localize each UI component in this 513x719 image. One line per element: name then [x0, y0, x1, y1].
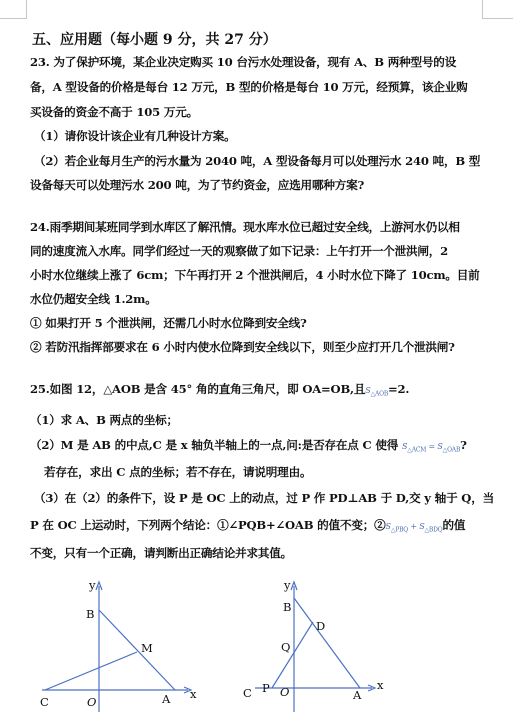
formula-s-bdq-sub: △BDQ	[424, 526, 443, 534]
q24-line-6: ② 若防汛指挥部要求在 6 小时内使水位降到安全线以下，则至少应打开几个泄洪闸?	[30, 340, 455, 354]
formula-s-acm-sub: △ACM	[407, 446, 427, 454]
fig2-label-o: O	[280, 685, 290, 699]
formula-s-pbq-sub: △PBQ	[390, 526, 408, 534]
q23-line-3: 买设备的资金不高于 105 万元。	[30, 105, 198, 119]
formula-s-oab-main: S	[437, 442, 443, 451]
q25-line-4: 若存在，求出 C 点的坐标；若不存在，请说明理由。	[44, 465, 312, 479]
fig2-label-a: A	[353, 688, 362, 702]
fig1-label-x: x	[190, 687, 197, 701]
q23-line-6: 设备每天可以处理污水 200 吨，为了节约资金，应选用哪种方案?	[30, 178, 365, 192]
section-title: 五、应用题（每小题 9 分，共 27 分）	[32, 32, 277, 48]
q24-line-3: 小时水位继续上涨了 6cm；下午再打开 2 个泄洪闸后，4 小时水位下降了 10cm。目前	[30, 268, 480, 282]
fig1-label-m: M	[141, 641, 153, 655]
q24-line-1: 24.雨季期间某班同学到水库区了解汛情。现水库水位已超过安全线，上游河水仍以相	[30, 220, 460, 234]
fig2-label-q: Q	[281, 640, 291, 654]
q25-line-6-end: 的值	[442, 518, 466, 532]
formula-s-bdq-main: S	[419, 522, 425, 531]
fig1-segment-ab	[99, 610, 175, 690]
q24-line-5: ① 如果打开 5 个泄洪闸，还需几小时水位降到安全线?	[30, 316, 307, 330]
formula-eq: =	[426, 442, 438, 451]
q25-line-3-end: ?	[460, 438, 467, 452]
q25-line-1-end: =2.	[388, 382, 410, 396]
fig2-label-x: x	[377, 678, 384, 692]
q24-line-2: 同的速度流入水库。同学们经过一天的观察做了如下记录：上午打开一个泄洪闸，2	[30, 244, 449, 258]
fig1-segment-cm	[45, 652, 137, 690]
fig2-label-p: P	[262, 681, 270, 695]
fig1-label-c: C	[40, 695, 49, 709]
formula-s-pbq-main: S	[385, 522, 391, 531]
fig2-label-b: B	[283, 600, 292, 614]
formula-s-oab-sub: △OAB	[442, 446, 461, 454]
q23-line-2: 备，A 型设备的价格是每台 12 万元，B 型的价格是每台 10 万元，经预算，该企业购	[30, 80, 468, 94]
fig1-label-a: A	[162, 692, 171, 706]
fig2-segment-pd	[272, 622, 313, 688]
q23-line-4: （1）请你设计该企业有几种设计方案。	[34, 129, 236, 143]
q23-line-5: （2）若企业每月生产的污水量为 2040 吨，A 型设备每月可以处理污水 240 吨，B 型	[34, 154, 481, 168]
formula-s-acm-main: S	[402, 442, 408, 451]
q25-line-7: 不变，只有一个正确，请判断出正确结论并求其值。	[30, 546, 293, 560]
fig2-label-c: C	[243, 686, 252, 700]
fig2-segment-ab	[294, 598, 360, 688]
q25-line-2: （1）求 A、B 两点的坐标；	[30, 413, 178, 427]
fig1-label-b: B	[86, 607, 95, 621]
q25-line-6-text: P 在 OC 上运动时，下列两个结论：①∠PQB+∠OAB 的值不变；②	[30, 518, 386, 532]
q24-line-4: 水位仍超安全线 1.2m。	[30, 292, 157, 306]
fig2-label-y: y	[284, 578, 291, 592]
fig1-label-o: O	[87, 695, 97, 709]
q23-line-1: 23. 为了保护环境，某企业决定购买 10 台污水处理设备，现有 A、B 两种型号的设	[30, 55, 457, 69]
fig1-label-y: y	[89, 578, 96, 592]
formula-plus: +	[408, 522, 420, 531]
fig2-label-d: D	[316, 619, 326, 633]
q25-line-3-text: （2）M 是 AB 的中点,C 是 x 轴负半轴上的一点,问:是否存在点 C 使得	[30, 438, 399, 452]
q25-line-5: （3）在（2）的条件下，设 P 是 OC 上的动点，过 P 作 PD⊥AB 于 D,交 y 轴于 Q，当	[34, 491, 494, 505]
q25-line-1-text: 25.如图 12，△AOB 是含 45° 角的直角三角尺，即 OA=OB,且	[30, 382, 366, 396]
formula-s-aob-sub: △AOB	[370, 390, 389, 398]
formula-s-aob-main: S	[365, 386, 371, 395]
